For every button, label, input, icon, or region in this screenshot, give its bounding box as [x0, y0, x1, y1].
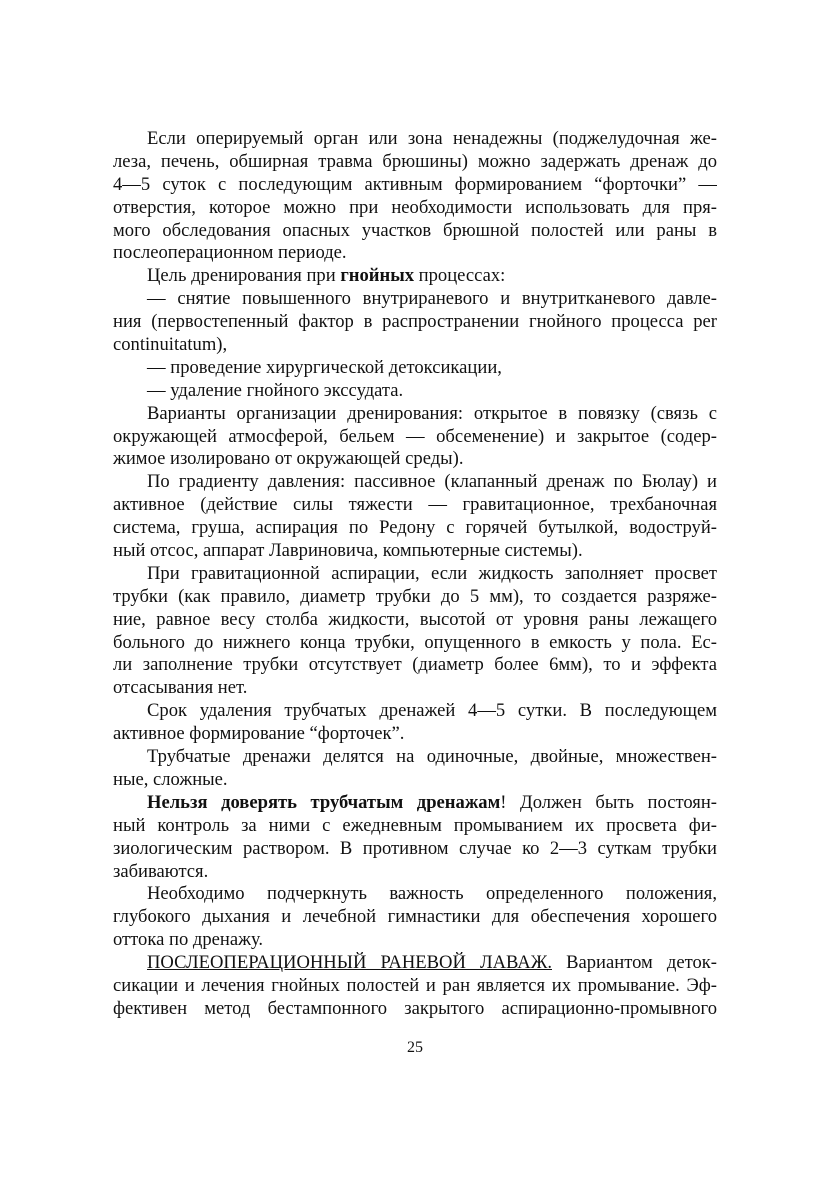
- list-item: — снятие повышенного внутрираневого и внутритканевого давле-: [147, 288, 717, 310]
- text-line: Варианты организации дренирования: открытое в повязку (связь с: [147, 402, 717, 424]
- page-number: 25: [407, 1039, 423, 1056]
- bold-warning: Нельзя доверять трубчатым дренажам: [147, 791, 501, 813]
- text-line: [113, 792, 717, 815]
- text-line: трубки (как правило, диаметр трубки до 5 мм), то создается разряже-: [113, 585, 717, 607]
- text-line: Трубчатые дренажи делятся на одиночные, двойные, множествен-: [147, 746, 717, 768]
- text-line: больного до нижнего конца трубки, опущенного в емкость у пола. Ес-: [113, 631, 717, 653]
- text-line: При гравитационной аспирации, если жидкость заполняет просвет: [147, 562, 717, 584]
- text-line: глубокого дыхания и лечебной гимнастики для обеспечения хорошего: [113, 906, 717, 928]
- text-line: послеоперационном периоде.: [113, 242, 347, 264]
- body-text: [113, 128, 717, 1021]
- text-line: активное (действие силы тяжести — гравитационное, трехбаночная: [113, 494, 717, 516]
- text-fragment: процессах:: [414, 265, 506, 287]
- text-line: окружающей атмосферой, бельем — обсеменение) и закрытое (содер-: [113, 425, 717, 447]
- text-line: continuitatum),: [113, 334, 228, 356]
- text-line: отверстия, которое можно при необходимости использовать для пря-: [113, 196, 717, 218]
- text-line: система, груша, аспирация по Редону с горячей бутылкой, водоструй-: [113, 517, 717, 539]
- text-line: оттока по дренажу.: [113, 929, 264, 951]
- text-line: Срок удаления трубчатых дренажей 4—5 сутки. В последующем: [147, 700, 717, 722]
- text-line: сикации и лечения гнойных полостей и ран является их промывание. Эф-: [113, 974, 717, 996]
- text-line: зиологическим раствором. В противном случае ко 2—3 суткам трубки: [113, 837, 717, 859]
- text-line: 4—5 суток с последующим активным формированием “форточки” —: [113, 173, 717, 195]
- bold-term: гнойных: [340, 265, 415, 287]
- text-line: ные, сложные.: [113, 768, 228, 790]
- text-fragment: Вариантом деток-: [552, 952, 717, 974]
- text-line: ние, равное весу столба жидкости, высотой от уровня раны лежащего: [113, 608, 717, 630]
- text-line: Если оперируемый орган или зона ненадежны (поджелудочная же-: [147, 128, 717, 149]
- text-fragment: ! Должен быть постоян-: [500, 791, 717, 813]
- text-line: [113, 265, 717, 288]
- text-line: леза, печень, обширная травма брюшины) можно задержать дренаж до: [113, 150, 717, 172]
- text-line: отсасывания нет.: [113, 677, 248, 699]
- text-line: активное формирование “форточек”.: [113, 723, 405, 745]
- text-line: Необходимо подчеркнуть важность определенного положения,: [147, 883, 717, 905]
- list-item: — удаление гнойного экссудата.: [147, 379, 404, 401]
- list-item: — проведение хирургической детоксикации,: [147, 356, 502, 378]
- text-line: мого обследования опасных участков брюшной полостей или раны в: [113, 219, 717, 241]
- text-fragment: Цель дренирования при: [147, 265, 341, 287]
- text-line: жимое изолировано от окружающей среды).: [113, 448, 464, 470]
- section-heading: ПОСЛЕОПЕРАЦИОННЫЙ РАНЕВОЙ ЛАВАЖ.: [147, 952, 552, 974]
- text-line: ный контроль за ними с ежедневным промыванием их просвета фи-: [113, 814, 717, 836]
- text-line: фективен метод бестампонного закрытого аспирационно-промывного: [113, 997, 717, 1019]
- text-line: ный отсос, аппарат Лавриновича, компьютерные системы).: [113, 540, 583, 562]
- text-line: ли заполнение трубки отсутствует (диаметр более 6мм), то и эффекта: [113, 654, 717, 676]
- text-line: [113, 952, 717, 975]
- text-line: забиваются.: [113, 860, 209, 882]
- text-line: ния (первостепенный фактор в распространении гнойного процесса per: [113, 311, 717, 333]
- text-line: По градиенту давления: пассивное (клапанный дренаж по Бюлау) и: [147, 471, 717, 493]
